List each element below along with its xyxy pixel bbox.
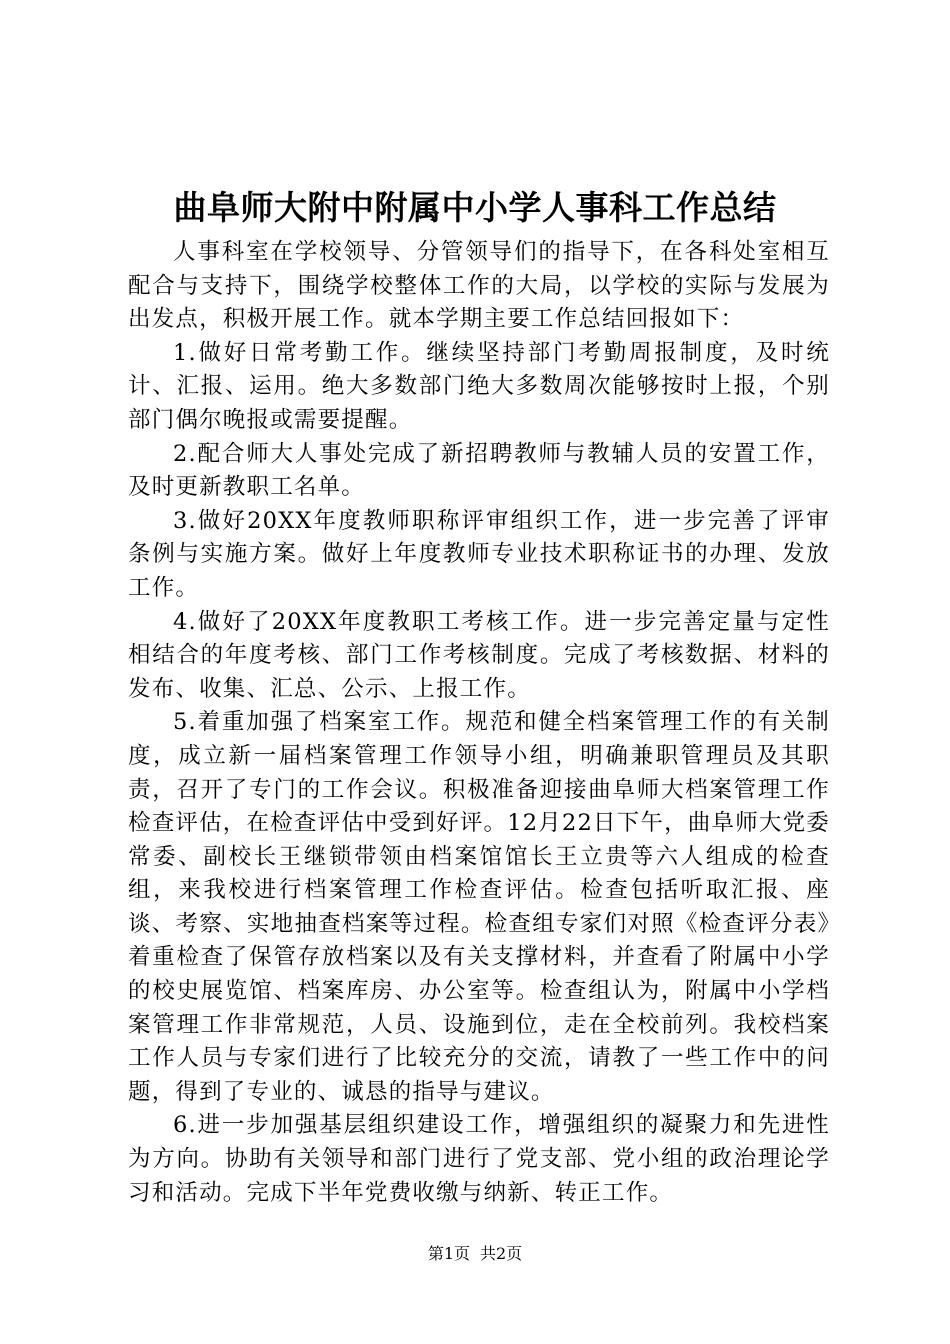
page-total: 共2页 [480, 1244, 523, 1263]
page-footer [0, 1242, 950, 1266]
item-3-paragraph: 3.做好20XX年度教师职称评审组织工作，进一步完善了评审条例与实施方案。做好上年度教师专业技术职称证书的办理、发放工作。 [128, 507, 830, 601]
document-title: 曲阜师大附中附属中小学人事科工作总结 [173, 188, 777, 227]
item-4-paragraph: 4.做好了20XX年度教职工考核工作。进一步完善定量与定性相结合的年度考核、部门工作考核制度。完成了考核数据、材料的发布、收集、汇总、公示、上报工作。 [128, 608, 830, 702]
item-1-paragraph: 1.做好日常考勤工作。继续坚持部门考勤周报制度，及时统计、汇报、运用。绝大多数部门绝大多数周次能够按时上报，个别部门偶尔晚报或需要提醒。 [128, 339, 830, 433]
item-2-paragraph: 2.配合师大人事处完成了新招聘教师与教辅人员的安置工作，及时更新教职工名单。 [128, 440, 830, 501]
item-6-paragraph: 6.进一步加强基层组织建设工作，增强组织的凝聚力和先进性为方向。协助有关领导和部门进行了党支部、党小组的政治理论学习和活动。完成下半年党费收缴与纳新、转正工作。 [128, 1112, 830, 1206]
page-number: 第1页 [427, 1244, 470, 1263]
intro-paragraph: 人事科室在学校领导、分管领导们的指导下，在各科处室相互配合与支持下，围绕学校整体工作的大局，以学校的实际与发展为出发点，积极开展工作。就本学期主要工作总结回报如下： [128, 239, 830, 333]
document-body [128, 236, 830, 1210]
item-5-paragraph: 5.着重加强了档案室工作。规范和健全档案管理工作的有关制度，成立新一届档案管理工作领导小组，明确兼职管理员及其职责，召开了专门的工作会议。积极准备迎接曲阜师大档案管理工作检查评估，在检查评估中受到好评。12月22日下午，曲阜师大党委常委、副校长王继锁带领由档案馆馆长王立贵等六人组成的检查组，来我校进行档案管理工作检查评估。检查包括听取汇报、座谈、考察、实地抽查档案等过程。检查组专家们对照《检查评分表》着重检查了保管存放档案以及有关支撑材料，并查看了附属中小学的校史展览馆、档案库房、办公室等。检查组认为，附属中小学档案管理工作非常规范，人员、设施到位，走在全校前列。我校档案工作人员与专家们进行了比较充分的交流，请教了一些工作中的问题，得到了专业的、诚恳的指导与建议。 [128, 709, 830, 1105]
